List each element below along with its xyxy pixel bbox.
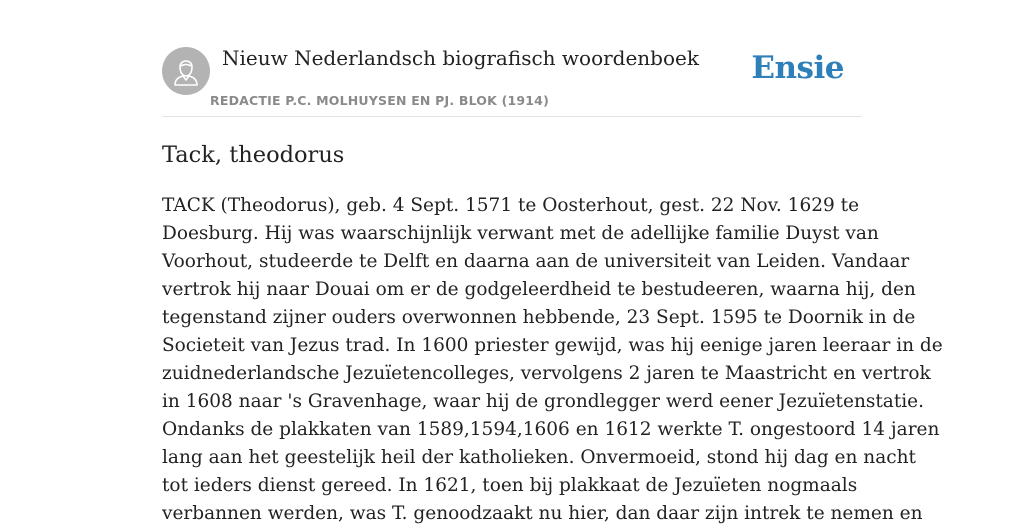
- ensie-logo[interactable]: Ensie: [751, 50, 844, 86]
- editors-label: REDACTIE P.C. MOLHUYSEN EN PJ. BLOK (1914): [210, 93, 549, 108]
- entry-body-line: Doesburg. Hij was waarschijnlijk verwant met de adellijke familie Duyst van: [162, 223, 879, 244]
- header: [162, 46, 862, 117]
- entry-body-line: Ondanks de plakkaten van 1589,1594,1606 en 1612 werkte T. ongestoord 14 jaren: [162, 419, 940, 440]
- entry-body-line: vertrok hij naar Douai om er de godgeleerdheid te bestudeeren, waarna hij, den: [162, 279, 916, 300]
- entry-body-line: tot ieders dienst gereed. In 1621, toen bij plakkaat de Jezuïeten nogmaals: [162, 475, 858, 496]
- book-title[interactable]: Nieuw Nederlandsch biografisch woordenboek: [222, 46, 699, 70]
- entry-body-line: Societeit van Jezus trad. In 1600 priester gewijd, was hij eenige jaren leeraar in de: [162, 335, 943, 356]
- entry-body-line: zuidnederlandsche Jezuïetencolleges, vervolgens 2 jaren te Maastricht en vertrok: [162, 363, 931, 384]
- entry-body-line: lang aan het geestelijk heil der katholieken. Onvermoeid, stond hij dag en nacht: [162, 447, 916, 468]
- entry-body-line: verbannen werden, was T. genoodzaakt nu hier, dan daar zijn intrek te nemen en: [162, 503, 923, 524]
- entry-body-line: tegenstand zijner ouders overwonnen hebbende, 23 Sept. 1595 te Doornik in de: [162, 307, 916, 328]
- entry-body-line: Voorhout, studeerde te Delft en daarna aan de universiteit van Leiden. Vandaar: [162, 251, 910, 272]
- entry-body: [162, 192, 943, 528]
- user-avatar-icon[interactable]: [162, 47, 210, 95]
- entry-body-line: TACK (Theodorus), geb. 4 Sept. 1571 te Oosterhout, gest. 22 Nov. 1629 te: [162, 195, 860, 216]
- entry-body-line: in 1608 naar 's Gravenhage, waar hij de grondlegger werd eener Jezuïetenstatie.: [162, 391, 924, 412]
- entry-title: Tack, theodorus: [162, 142, 345, 168]
